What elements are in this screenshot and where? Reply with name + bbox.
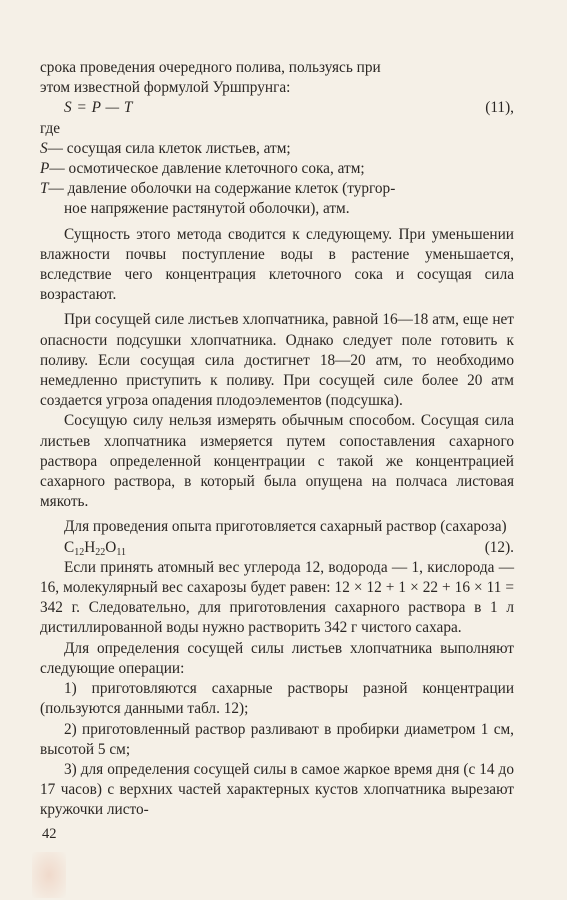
page-text (40, 58, 514, 821)
chem-subscript: 22 (95, 546, 106, 558)
paragraph: Если принять атомный вес углерода 12, водорода — 1, кислорода — 16, молекулярный вес сахарозы будет равен: 12 × 12 + 1 × 22 + 16 × 11 = 342 г. Следовательно, для приготовления сахарного раствора в 1 л дистиллированной воды нужно растворить 342 г чистого сахара. (40, 558, 514, 637)
list-item: 2) приготовленный раствор разливают в пробирки диаметром 1 см, высотой 5 см; (40, 720, 514, 758)
paragraph: Для проведения опыта приготовляется сахарный раствор (сахароза) (64, 518, 507, 536)
definition-s (40, 139, 514, 159)
chem-element: C (64, 538, 75, 556)
paragraph: При сосущей силе листьев хлопчатника, равной 16—18 атм, еще нет опасности подсушки хлопчатника. Однако следует поле готовить к поливу. Если сосущая сила достигнет 18—20 атм, то необходимо немедленно приступить к поливу. При сосущей силе более 20 атм создается угроза опадения плодоэлементов (подсушка). (40, 311, 514, 410)
equation-number: (12). (484, 538, 514, 556)
text-line: срока проведения очередного полива, пользуясь при (40, 59, 381, 76)
chem-element: O (105, 538, 117, 556)
text-line: этом известной формулой Уршпрунга: (40, 79, 291, 97)
paragraph: Для определения сосущей силы листьев хлопчатника выполняют следующие операции: (40, 639, 514, 677)
text-line: ное напряжение растянутой оболочки), атм. (64, 200, 350, 218)
chem-subscript: 12 (74, 546, 85, 558)
chem-element: H (84, 538, 96, 556)
list-item: 3) для определения сосущей силы в самое жаркое время дня (с 14 до 17 часов) с верхних частей характерных кустов хлопчатника вырезают кружочки листо- (40, 760, 514, 819)
definition-t (40, 179, 514, 199)
symbol: P (40, 160, 50, 178)
paragraph: Сущность этого метода сводится к следующему. При уменьшении влажности почвы поступление воды в растение уменьшается, вследствие чего концентрация клеточного сока и сосущая сила возрастают. (40, 225, 514, 304)
page-number: 42 (42, 826, 57, 842)
definition-text: — сосущая сила клеток листьев, атм; (47, 139, 291, 157)
formula-row (40, 98, 514, 118)
paragraph: Сосущую силу нельзя измерять обычным способом. Сосущая сила листьев хлопчатника измеряется путем сопоставления сахарного раствора определенной концентрации с такой же концентрацией сахарного раствора, в который была опущена на полчаса листовая мякоть. (40, 412, 514, 511)
chemical-formula-row (40, 538, 514, 558)
definition-text: — осмотическое давление клеточного сока, атм; (49, 160, 365, 178)
chem-subscript: 11 (116, 546, 126, 558)
formula: S = P — T (64, 99, 133, 117)
equation-number: (11), (485, 99, 514, 117)
text-line: где (40, 119, 61, 137)
symbol: T (40, 180, 49, 198)
symbol: S (40, 139, 48, 157)
paper-stain (32, 852, 66, 898)
list-item: 1) приготовляются сахарные растворы разной концентрации (пользуются данными табл. 12); (40, 680, 514, 718)
chemical-formula (40, 538, 126, 558)
definition-text: — давление оболочки на содержание клеток (тургор- (48, 180, 396, 198)
definition-p (40, 159, 514, 179)
